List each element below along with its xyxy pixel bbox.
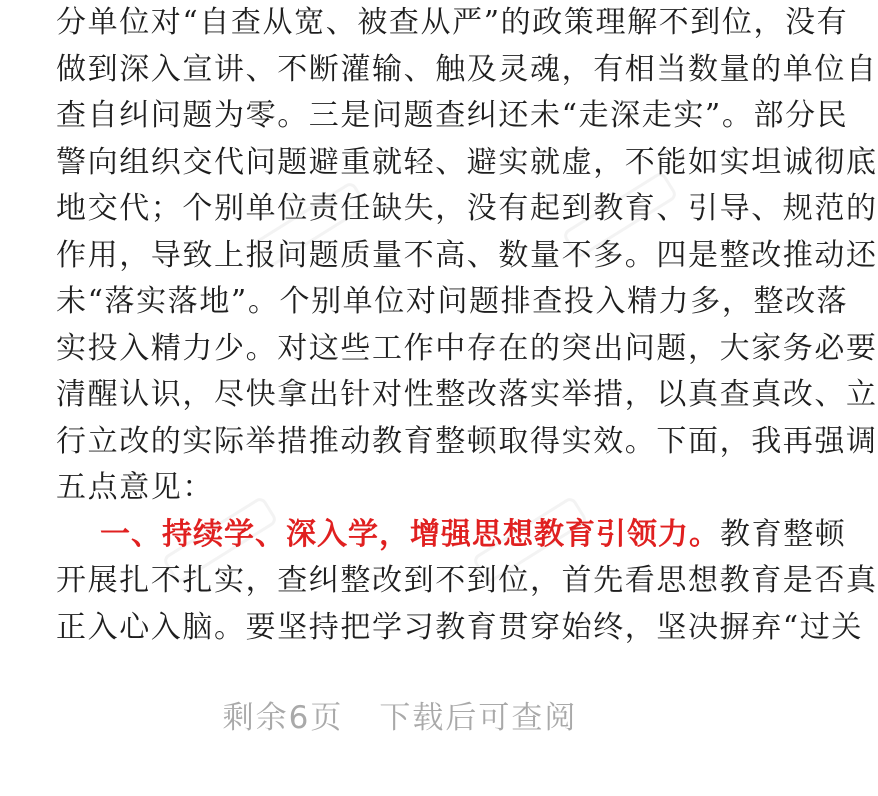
paragraph-line: 五点意见：: [56, 470, 214, 505]
section-first-line: [56, 512, 847, 559]
paragraph-line: 清醒认识，尽快拿出针对性整改落实举措，以真查真改、立: [56, 377, 878, 412]
paragraph-line: 作用，导致上报问题质量不高、数量不多。四是整改推动还: [56, 237, 878, 273]
section-heading: 一、持续学、深入学，增强思想教育引领力。: [100, 516, 720, 552]
paragraph-line: 分单位对“自查从宽、被查从严”的政策理解不到位，没有: [56, 5, 849, 40]
paragraph-line: 查自纠问题为零。三是问题查纠还未“走深走实”。部分民: [56, 98, 849, 133]
remaining-pages-text: 剩余6页: [222, 700, 344, 736]
section-first-line-rest: 教育整顿: [720, 516, 847, 552]
paragraph-line: 正入心入脑。要坚持把学习教育贯穿始终，坚决摒弃“过关: [56, 609, 863, 645]
paragraph-line: 行立改的实际举措推动教育整顿取得实效。下面，我再强调: [56, 423, 878, 459]
download-prompt[interactable]: [0, 692, 800, 737]
paragraph-line: 警向组织交代问题避重就轻、避实就虚，不能如实坦诚彻底: [56, 144, 878, 180]
paragraph-line: 地交代；个别单位责任缺失，没有起到教育、引导、规范的: [56, 191, 878, 226]
paragraph-line: 未“落实落地”。个别单位对问题排查投入精力多，整改落: [56, 284, 849, 319]
document-body: [56, 0, 878, 651]
download-hint-text: 下载后可查阅: [379, 700, 578, 736]
paragraph-line: 做到深入宣讲、不断灌输、触及灵魂，有相当数量的单位自: [56, 51, 878, 87]
paragraph-line: 实投入精力少。对这些工作中存在的突出问题，大家务必要: [56, 330, 878, 366]
paragraph-line: 开展扎不扎实，查纠整改到不到位，首先看思想教育是否真: [56, 563, 878, 598]
